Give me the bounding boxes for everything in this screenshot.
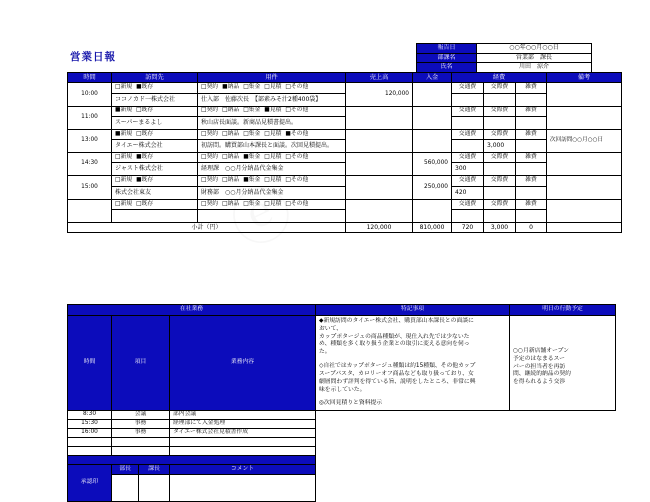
approval-comment[interactable] xyxy=(170,475,316,502)
checkbox-quote[interactable]: □見積 xyxy=(264,177,282,184)
dept-label: 部課名 xyxy=(417,53,477,63)
page-title: 営業日報 xyxy=(70,51,116,63)
expense-social-label: 交際費 xyxy=(484,153,516,163)
checkbox-delivery[interactable]: □納品 xyxy=(222,200,240,207)
office-content[interactable] xyxy=(170,438,316,447)
checkbox-collect[interactable]: □集金 xyxy=(243,200,261,207)
checkbox-existing[interactable]: □既存 xyxy=(136,130,154,137)
checkbox-new[interactable]: □新規 xyxy=(115,84,133,91)
checkbox-other[interactable]: □その他 xyxy=(285,153,309,160)
visit-row-checks xyxy=(68,106,622,116)
approval-col-manager: 部長 xyxy=(112,465,139,475)
office-row xyxy=(68,438,616,447)
visit-company[interactable]: 株式会社東友 xyxy=(112,186,198,199)
visit-row-detail xyxy=(68,210,622,223)
expense-misc-label: 雑費 xyxy=(516,176,547,186)
matter-type-checks xyxy=(198,153,346,163)
expense-transport-value[interactable]: 300 xyxy=(452,163,484,176)
checkbox-quote[interactable]: □見積 xyxy=(264,153,282,160)
subtotal-transport: 720 xyxy=(452,223,484,233)
office-col-item: 項目 xyxy=(112,316,170,411)
office-content[interactable]: タイエー株式会社見積書作成 xyxy=(170,429,316,438)
visit-type-checks xyxy=(112,129,198,139)
office-row xyxy=(68,411,616,420)
report-info xyxy=(416,43,592,73)
office-time[interactable] xyxy=(68,438,112,447)
visit-row-detail xyxy=(68,163,622,176)
visit-time[interactable]: 15:00 xyxy=(68,176,112,199)
expense-social-value[interactable] xyxy=(484,116,516,129)
approval-label: 承認印 xyxy=(68,465,112,502)
notes-line: ◇自社ではカップポタージュ種類は約15種類、その他カップ xyxy=(319,363,476,370)
expense-transport-value[interactable] xyxy=(452,93,484,106)
visit-company[interactable] xyxy=(112,210,198,223)
checkbox-quote[interactable]: ■見積 xyxy=(264,107,282,114)
checkbox-contract[interactable]: □契約 xyxy=(201,84,219,91)
matter-type-checks xyxy=(198,83,346,93)
notes-header: 特記事項 xyxy=(316,305,510,316)
approval-col-comment: コメント xyxy=(170,465,316,475)
checkbox-contract[interactable]: □契約 xyxy=(201,177,219,184)
expense-misc-label: 雑費 xyxy=(516,83,547,93)
office-time[interactable]: 15:30 xyxy=(68,420,112,429)
notes-line: め、種類を多く取り扱う企業との取引に変える意向を伺っ xyxy=(319,341,470,348)
office-item[interactable] xyxy=(112,438,170,447)
expense-misc-value[interactable] xyxy=(516,116,547,129)
notes-line: カップポタージュの商品種類が、現仕入れ先では少ないた xyxy=(319,333,470,340)
visit-time[interactable]: 11:00 xyxy=(68,106,112,129)
expense-social-value[interactable] xyxy=(484,186,516,199)
office-col-time: 時間 xyxy=(68,316,112,411)
visit-type-checks xyxy=(112,199,198,209)
checkbox-other[interactable]: □その他 xyxy=(285,200,309,207)
checkbox-contract[interactable]: □契約 xyxy=(201,130,219,137)
visit-matter[interactable] xyxy=(198,210,346,223)
expense-transport-value[interactable]: 420 xyxy=(452,186,484,199)
checkbox-delivery[interactable]: ■納品 xyxy=(222,84,240,91)
visit-matter[interactable]: 仕入部 佐藤次長 【部素みそ汁2種400袋】 xyxy=(198,93,346,106)
expense-misc-value[interactable] xyxy=(516,186,547,199)
plan-line: ○○月新店舗オープン xyxy=(513,348,569,354)
checkbox-delivery[interactable]: □納品 xyxy=(222,107,240,114)
approval-manager-stamp[interactable] xyxy=(112,475,139,502)
plan-line: を得られるよう交渉 xyxy=(513,379,566,386)
checkbox-other[interactable]: □その他 xyxy=(285,107,309,114)
office-col-content: 業務内容 xyxy=(170,316,316,411)
visit-row-detail xyxy=(68,186,622,199)
notes-line: おいて、 xyxy=(319,325,343,332)
dept-value[interactable]: 営業部 課長 xyxy=(477,53,592,63)
visit-remarks[interactable] xyxy=(547,106,622,129)
notes-line: ◎次回見積りと資料提示 xyxy=(319,400,383,407)
visit-remarks[interactable] xyxy=(547,83,622,106)
visit-receipt[interactable]: 250,000 xyxy=(413,176,452,199)
visit-matter[interactable]: 秋山店長面談。新商品見積書提出。 xyxy=(198,116,346,129)
office-row xyxy=(68,429,616,438)
subtotal-misc: 0 xyxy=(516,223,547,233)
office-time[interactable]: 8:30 xyxy=(68,411,112,420)
visit-matter[interactable]: 経理課 ○○月分納品代金集金 xyxy=(198,163,346,176)
visit-remarks[interactable]: 次回訪問○○月○○日 xyxy=(547,129,622,152)
header-matter: 用件 xyxy=(198,73,346,83)
expense-transport-label: 交通費 xyxy=(452,153,484,163)
checkbox-other[interactable]: □その他 xyxy=(285,84,309,91)
visit-sales[interactable] xyxy=(346,106,413,129)
office-row xyxy=(68,447,616,456)
visit-table xyxy=(67,72,622,233)
subtotal-receipt: 810,000 xyxy=(413,223,452,233)
expense-transport-label: 交通費 xyxy=(452,199,484,209)
expense-misc-label: 雑費 xyxy=(516,199,547,209)
checkbox-delivery[interactable]: □納品 xyxy=(222,130,240,137)
expense-misc-value[interactable] xyxy=(516,210,547,223)
visit-remarks[interactable] xyxy=(547,153,622,176)
expense-social-label: 交際費 xyxy=(484,176,516,186)
expense-misc-value[interactable] xyxy=(516,140,547,153)
approval-col-chief: 課長 xyxy=(139,465,170,475)
checkbox-quote[interactable]: □見積 xyxy=(264,200,282,207)
visit-row-checks xyxy=(68,129,622,139)
visit-row-detail xyxy=(68,140,622,153)
office-item[interactable]: 会議 xyxy=(112,411,170,420)
checkbox-collect[interactable]: □集金 xyxy=(243,107,261,114)
visit-type-checks xyxy=(112,153,198,163)
expense-social-label: 交際費 xyxy=(484,83,516,93)
expense-transport-value[interactable] xyxy=(452,210,484,223)
plan-header: 明日の行動予定 xyxy=(510,305,616,316)
checkbox-contract[interactable]: □契約 xyxy=(201,200,219,207)
visit-row-detail xyxy=(68,93,622,106)
header-remarks: 備考 xyxy=(547,73,622,83)
subtotal-social: 3,000 xyxy=(484,223,516,233)
notes-line: 味を示していた。 xyxy=(319,386,366,393)
visit-sales[interactable] xyxy=(346,153,413,176)
checkbox-existing[interactable]: □既存 xyxy=(136,200,154,207)
office-content[interactable]: 部内会議 xyxy=(170,411,316,420)
checkbox-delivery[interactable]: □納品 xyxy=(222,153,240,160)
checkbox-delivery[interactable]: □納品 xyxy=(222,177,240,184)
expense-transport-value[interactable] xyxy=(452,116,484,129)
header-sales: 売上高 xyxy=(346,73,413,83)
header-receipt: 入金 xyxy=(413,73,452,83)
expense-social-value[interactable] xyxy=(484,93,516,106)
office-row xyxy=(68,420,616,429)
visit-sales[interactable] xyxy=(346,176,413,199)
expense-social-label: 交際費 xyxy=(484,199,516,209)
matter-type-checks xyxy=(198,129,346,139)
visit-receipt[interactable] xyxy=(413,106,452,129)
expense-transport-label: 交通費 xyxy=(452,129,484,139)
checkbox-existing[interactable]: ■既存 xyxy=(136,84,154,91)
plan-line: 問、継続的納品の契約 xyxy=(513,371,571,378)
checkbox-new[interactable]: □新規 xyxy=(115,177,133,184)
visit-remarks[interactable] xyxy=(547,176,622,199)
matter-type-checks xyxy=(198,176,346,186)
expense-transport-value[interactable] xyxy=(452,140,484,153)
office-time[interactable]: 16:00 xyxy=(68,429,112,438)
checkbox-existing[interactable]: □既存 xyxy=(136,107,154,114)
office-item[interactable]: 事務 xyxy=(112,420,170,429)
notes-line: た。 xyxy=(319,349,331,356)
plan-line: 予定のはなまるスー xyxy=(513,355,565,362)
visit-receipt[interactable]: 560,000 xyxy=(413,153,452,176)
subtotal-remarks xyxy=(547,223,622,233)
expense-misc-label: 雑費 xyxy=(516,153,547,163)
visit-row-detail xyxy=(68,116,622,129)
visit-row-checks xyxy=(68,153,622,163)
visit-company[interactable]: タイエー株式会社 xyxy=(112,140,198,153)
expense-misc-value[interactable] xyxy=(516,93,547,106)
plan-line: パーの担当者を再訪 xyxy=(513,363,566,370)
visit-type-checks xyxy=(112,106,198,116)
header-visit: 訪問先 xyxy=(112,73,198,83)
report-date-value[interactable]: ○○年○○月○○日 xyxy=(477,44,592,54)
expense-misc-label: 雑費 xyxy=(516,106,547,116)
office-filler xyxy=(68,456,316,465)
visit-row-checks xyxy=(68,199,622,209)
visit-receipt[interactable] xyxy=(413,129,452,152)
expense-social-value[interactable]: 3,000 xyxy=(484,140,516,153)
visit-sales[interactable] xyxy=(346,199,413,222)
office-header: 在社業務 xyxy=(68,305,316,316)
office-item[interactable]: 事務 xyxy=(112,429,170,438)
checkbox-contract[interactable]: □契約 xyxy=(201,107,219,114)
header-time: 時間 xyxy=(68,73,112,83)
expense-misc-value[interactable] xyxy=(516,163,547,176)
checkbox-quote[interactable]: □見積 xyxy=(264,130,282,137)
header-expense: 経費 xyxy=(452,73,547,83)
office-content[interactable] xyxy=(170,447,316,456)
approval-chief-stamp[interactable] xyxy=(139,475,170,502)
expense-social-value[interactable] xyxy=(484,210,516,223)
checkbox-collect[interactable]: ■集金 xyxy=(243,153,261,160)
visit-receipt[interactable] xyxy=(413,199,452,222)
visit-time[interactable]: 13:00 xyxy=(68,129,112,152)
checkbox-contract[interactable]: □契約 xyxy=(201,153,219,160)
checkbox-new[interactable]: □新規 xyxy=(115,200,133,207)
visit-row-checks xyxy=(68,176,622,186)
visit-time[interactable]: 14:30 xyxy=(68,153,112,176)
notes-line: 劇層問わず評判を得ている旨、説明をしたところ、非常に興 xyxy=(319,378,476,385)
visit-type-checks xyxy=(112,83,198,93)
checkbox-new[interactable]: ■新規 xyxy=(115,107,133,114)
checkbox-collect[interactable]: □集金 xyxy=(243,84,261,91)
expense-transport-label: 交通費 xyxy=(452,83,484,93)
checkbox-new[interactable]: ■新規 xyxy=(115,130,133,137)
visit-matter[interactable]: 財務部 ○○月分納品代金集金 xyxy=(198,186,346,199)
checkbox-collect[interactable]: □集金 xyxy=(243,130,261,137)
visit-time[interactable] xyxy=(68,199,112,222)
office-content[interactable]: 経理部にて入金処理 xyxy=(170,420,316,429)
report-date-label: 報告日 xyxy=(417,44,477,54)
expense-transport-label: 交通費 xyxy=(452,106,484,116)
checkbox-other[interactable]: □その他 xyxy=(285,177,309,184)
expense-social-value[interactable] xyxy=(484,163,516,176)
visit-company[interactable]: ジャスト株式会社 xyxy=(112,163,198,176)
visit-remarks[interactable] xyxy=(547,199,622,222)
expense-transport-label: 交通費 xyxy=(452,176,484,186)
bottom-section xyxy=(67,304,616,502)
subtotal-label: 小計（円） xyxy=(68,223,346,233)
checkbox-quote[interactable]: □見積 xyxy=(264,84,282,91)
notes-body[interactable] xyxy=(316,316,510,411)
visit-sales[interactable] xyxy=(346,129,413,152)
visit-row-checks xyxy=(68,83,622,93)
checkbox-collect[interactable]: ■集金 xyxy=(243,177,261,184)
subtotal-sales: 120,000 xyxy=(346,223,413,233)
visit-time[interactable]: 10:00 xyxy=(68,83,112,106)
visit-matter[interactable]: 初訪問。購買部山本課長と面談。次回見積提出。 xyxy=(198,140,346,153)
visit-receipt[interactable] xyxy=(413,83,452,106)
visit-company[interactable]: スーパーまるよし xyxy=(112,116,198,129)
visit-sales[interactable]: 120,000 xyxy=(346,83,413,106)
office-time[interactable] xyxy=(68,447,112,456)
notes-line: ◆新規訪問のタイエー株式会社、購買部山本課長との面談に xyxy=(319,318,474,324)
checkbox-other[interactable]: ■その他 xyxy=(285,130,309,137)
expense-social-label: 交際費 xyxy=(484,129,516,139)
office-filler-row xyxy=(68,456,616,465)
visit-type-checks xyxy=(112,176,198,186)
office-item[interactable] xyxy=(112,447,170,456)
name-label: 氏名 xyxy=(417,63,477,73)
checkbox-existing[interactable]: ■既存 xyxy=(136,177,154,184)
checkbox-existing[interactable]: ■既存 xyxy=(136,153,154,160)
matter-type-checks xyxy=(198,106,346,116)
expense-social-label: 交際費 xyxy=(484,106,516,116)
name-value[interactable]: 川田 涼介 xyxy=(477,63,592,73)
plan-body[interactable] xyxy=(510,316,616,411)
visit-company[interactable]: ココノカド一株式会社 xyxy=(112,93,198,106)
checkbox-new[interactable]: □新規 xyxy=(115,153,133,160)
expense-misc-label: 雑費 xyxy=(516,129,547,139)
notes-line: スープパスタ、カロリーオフ商品なども取り扱っており、女 xyxy=(319,370,474,377)
matter-type-checks xyxy=(198,199,346,209)
